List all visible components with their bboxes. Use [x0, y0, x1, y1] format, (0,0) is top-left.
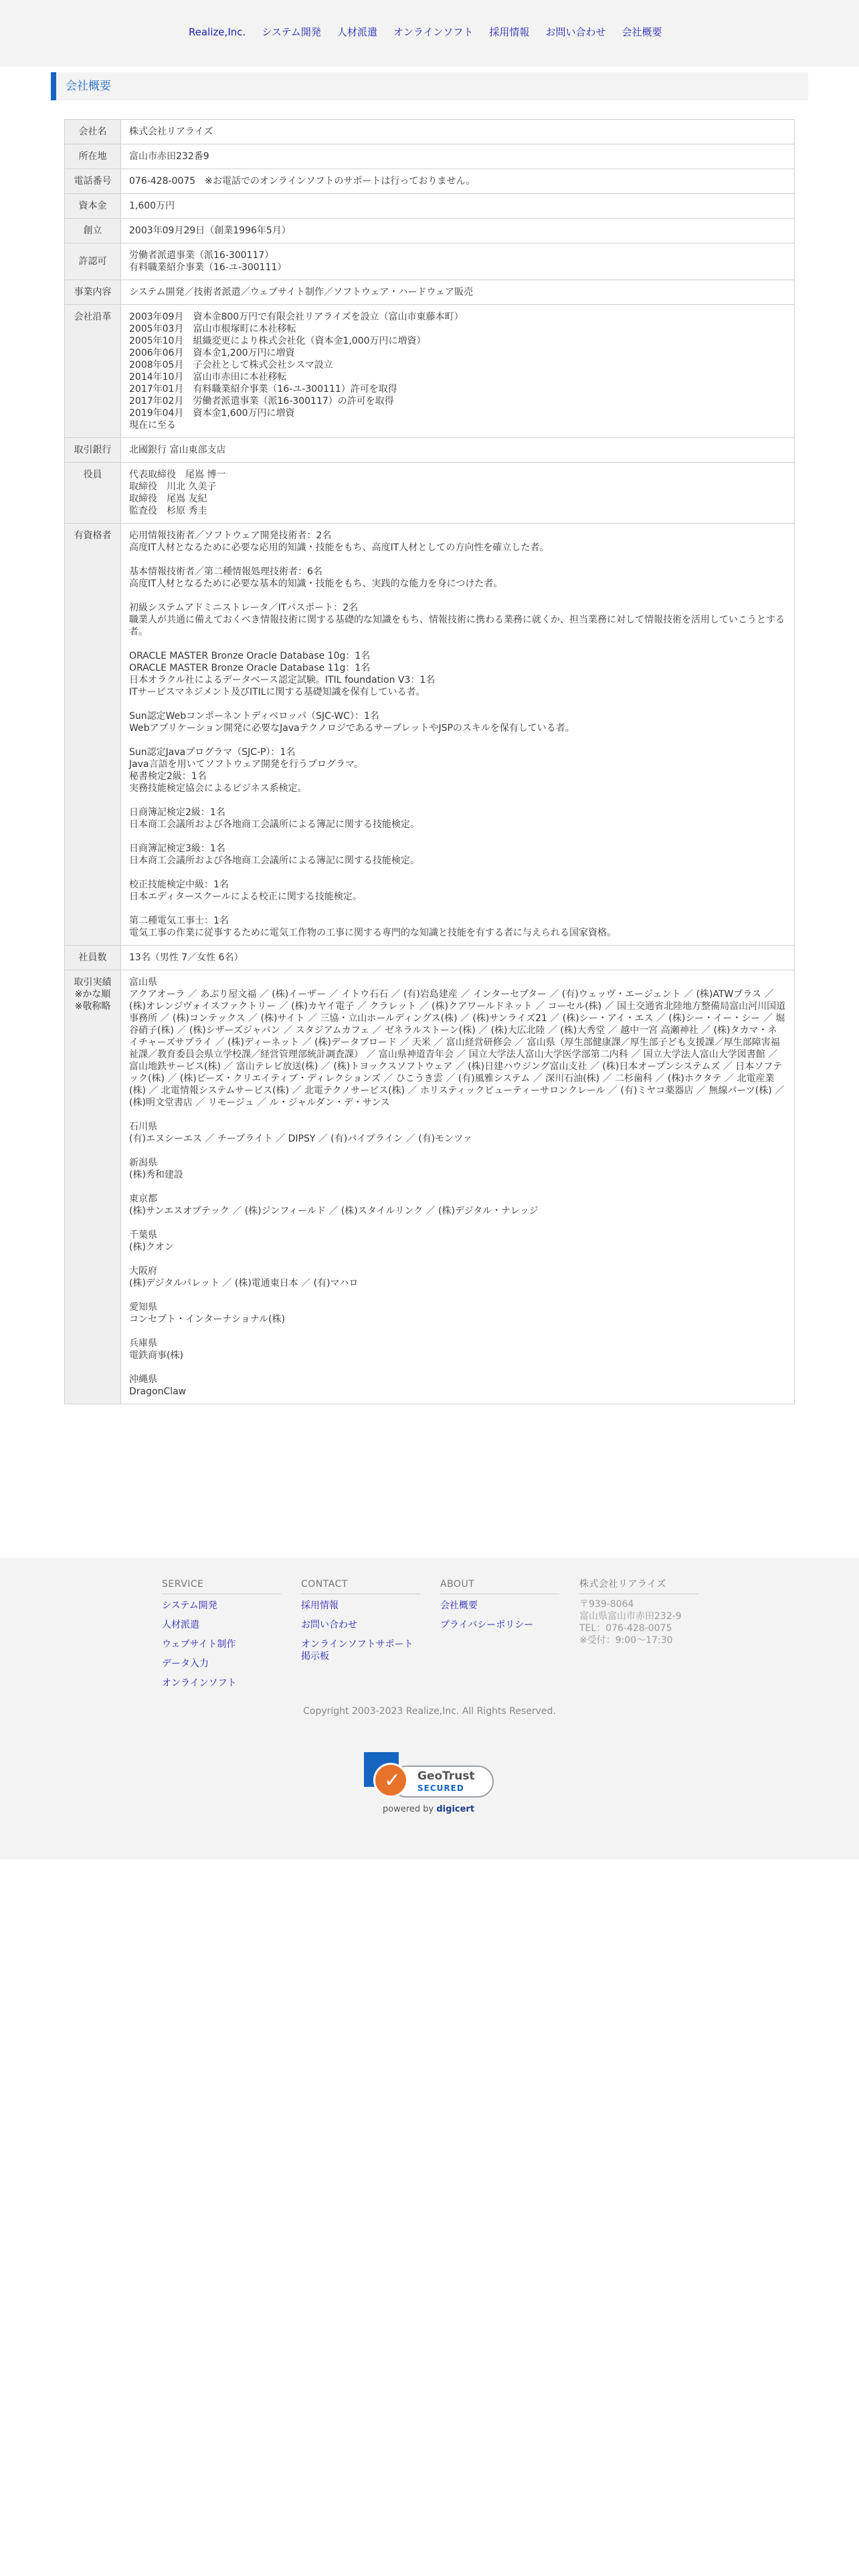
- top-navigation: [0, 0, 859, 67]
- footer-company-address: 〒939-8064 富山県富山市赤田232-9 TEL：076-428-0075 ※受付：9:00〜17:30: [579, 1599, 682, 1646]
- list-item: [301, 1638, 420, 1662]
- seal-powered-by: [383, 1804, 474, 1815]
- seal-geotrust-text: GeoTrust: [417, 1769, 475, 1783]
- table-row: [65, 463, 795, 524]
- row-label-licenses: 許認可: [65, 243, 121, 280]
- table-row: [65, 219, 795, 243]
- footer-link-data-entry[interactable]: データ入力: [162, 1658, 209, 1669]
- seal-powered-by-text: powered by: [383, 1804, 434, 1814]
- copyright-text: Copyright 2003-2023 Realize,Inc. All Rights Reserved.: [303, 1706, 556, 1717]
- site-footer: [0, 1558, 859, 1859]
- nav-staffing-link[interactable]: 人材派遣: [337, 26, 377, 38]
- geotrust-secured-seal[interactable]: [364, 1752, 495, 1820]
- table-row: [65, 169, 795, 194]
- seal-orange-circle: [373, 1763, 408, 1798]
- row-label-history: 会社沿革: [65, 305, 121, 438]
- row-label-business: 事業内容: [65, 280, 121, 305]
- list-item: [162, 1619, 281, 1631]
- footer-service-heading: SERVICE: [162, 1578, 281, 1594]
- nav-recruit-link[interactable]: 採用情報: [489, 26, 530, 38]
- row-label-qualifications: 有資格者: [65, 524, 121, 946]
- row-value-qualifications: 応用情報技術者／ソフトウェア開発技術者：2名 高度IT人材となるために必要な応用的知識・技能をもち、高度IT人材としての方向性を確立した者。 基本情報技術者／第二種情報処理技術者：6名 高度IT人材となるために必要な基本的知識・技能をもち、実践的な能力を身につけた者。 初級システムアドミニストレータ／ITパスポート：2名 職業人が共通に備えておくべき情報技術に関する基礎的な知識をもち、情報技術に携わる業務に就くか、担当業務に対して情報技術を活用していこうとする者。 ORACLE MASTER Bronze Oracle Database 10g：1名 ORACLE MASTER Bronze Oracle Database 11g：1名 日本オラクル社によるデータベース認定試験。ITIL foundation V3：1名 ITサービスマネジメント及びITILに関する基礎知識を保有している者。 Sun認定Webコンポーネントディベロッパ（SJC-WC）：1名 Webアプリケーション開発に必要なJavaテクノロジであるサーブレットやJSPのスキルを保有している者。 Sun認定Javaプログラマ（SJC-P）：1名 Java言語を用いてソフトウェア開発を行うプログラマ。 秘書検定2級：1名 実務技能検定協会によるビジネス系検定。 日商簿記検定2級：1名 日本商工会議所および各地商工会議所による簿記に関する技能検定。 日商簿記検定3級：1名 日本商工会議所および各地商工会議所による簿記に関する技能検定。 校正技能検定中級：1名 日本エディタースクールによる校正に関する技能検定。 第二種電気工事士：1名 電気工事の作業に従事するために電気工作物の工事に関する専門的な知識と技能を有する者に与えられる国家資格。: [121, 524, 795, 946]
- row-label-bank: 取引銀行: [65, 438, 121, 463]
- row-label-founded: 創立: [65, 219, 121, 243]
- table-row: [65, 970, 795, 1404]
- row-value-address: 富山市赤田232番9: [121, 144, 795, 169]
- list-item: [162, 1600, 281, 1612]
- footer-contact-heading: CONTACT: [301, 1578, 420, 1594]
- table-row: [65, 194, 795, 219]
- footer-company-heading: 株式会社リアライズ: [579, 1578, 698, 1594]
- footer-contact-list: [301, 1594, 420, 1662]
- seal-secured-text: SECURED: [417, 1784, 464, 1793]
- row-label-capital: 資本金: [65, 194, 121, 219]
- footer-link-company[interactable]: 会社概要: [440, 1600, 478, 1611]
- list-item: [301, 1619, 420, 1631]
- table-row: [65, 438, 795, 463]
- list-item: [440, 1600, 559, 1612]
- row-value-clients: 富山県 アクアオーラ ／ あぶり屋文福 ／ (株)イーザー ／ イトウ石石 ／ (有)岩島建産 ／ インターセプター ／ (有)ウェッヴ・エージェント ／ (株)ATWプラス ／ (株)オレンジヴォイスファクトリー ／ (株)カヤイ電子 ／ クラレット ／ (株)クアワールドネット ／ コーセル(株) ／ 国土交通省北陸地方整備局富山河川国道事務所 ／ (株)コンテックス ／ (株)サイト ／ 三協・立山ホールディングス(株) ／ (株)サンライズ21 ／ (株)シー・アイ・エス ／ (株)シー・イー・シー ／ 堀谷硝子(株) ／ (株)シザーズジャパン ／ スタジアムカフェ ／ ゼネラルストーン(株) ／ (株)大広北陸 ／ (株)大秀堂 ／ 越中一宮 高瀬神社 ／ (株)タカマ・ネイチャーズサプライ ／ (株)ディーネット ／ (株)データブロード ／ 天米 ／ 富山経営研修会 ／ 富山県（厚生部健康課／厚生部子ども支援課／厚生部障害福祉課／教育委員会県立学校課／経営管理部統計調査課） ／ 富山県神道青年会 ／ 国立大学法人富山大学医学部第二内科 ／ 国立大学法人富山大学図書館 ／ 富山地鉄サービス(株) ／ 富山テレビ放送(株) ／ (株)トヨックスソフトウェア ／ (株)日建ハウジング富山支社 ／ (株)日本オープンシステムズ ／ 日本ソフテック(株) ／ (株)ビーズ・クリエイティブ・ディレクションズ ／ ひこうき雲 ／ (有)風雅システム ／ 深川石油(株) ／ 二杉歯科 ／ (株)ホクタテ ／ 北電産業(株) ／ 北電情報システムサービス(株) ／ 北電テクノサービス(株) ／ ホリスティックビューティーサロンクレール ／ (有)ミヤコ薬器店 ／ 無線パーツ(株) ／ (株)明文堂書店 ／ リモージュ ／ ル・ジャルダン・デ・サンス 石川県 (有)エヌシーエス ／ チープライト ／ DIPSY ／ (有)パイプライン ／ (有)モンツァ 新潟県 (株)秀和建設 東京都 (株)サンエスオプテック ／ (株)ジンフィールド ／ (株)スタイルリンク ／ (株)デジタル・ナレッジ 千葉県 (株)クオン 大阪府 (株)デジタルパレット ／ (株)電通東日本 ／ (有)マハロ 愛知県 コンセプト・インターナショナル(株) 兵庫県 電鉄商事(株) 沖縄県 DragonClaw: [121, 970, 795, 1404]
- table-row: [65, 144, 795, 169]
- footer-service-column: [162, 1578, 281, 1697]
- footer-about-column: [440, 1578, 559, 1638]
- footer-link-staffing[interactable]: 人材派遣: [162, 1620, 199, 1630]
- section-title-bar: [51, 72, 808, 100]
- nav-contact-link[interactable]: お問い合わせ: [545, 26, 606, 38]
- row-label-phone: 電話番号: [65, 169, 121, 194]
- footer-contact-column: [301, 1578, 420, 1670]
- row-value-phone: 076-428-0075 ※お電話でのオンラインソフトのサポートは行っておりません。: [121, 169, 795, 194]
- row-value-capital: 1,600万円: [121, 194, 795, 219]
- table-row: [65, 946, 795, 970]
- seal-digicert-text: digicert: [436, 1804, 475, 1814]
- row-value-officers: 代表取締役 尾嶌 博一 取締役 川北 久美子 取締役 尾嶌 友紀 監査役 杉原 秀圭: [121, 463, 795, 524]
- table-row: [65, 524, 795, 946]
- row-value-history: 2003年09月 資本金800万円で有限会社リアライズを設立（富山市東藤本町） 2005年03月 富山市根塚町に本社移転 2005年10月 組織変更により株式会社化（資本金1,000万円に増資） 2006年06月 資本金1,200万円に増資 2008年05月 子会社として株式会社シスマ設立 2014年10月 富山市赤田に本社移転 2017年01月 有料職業紹介事業（16-ユ-300111）許可を取得 2017年02月 労働者派遣事業（派16-300117）の許可を取得 2019年04月 資本金1,600万円に増資 現在に至る: [121, 305, 795, 438]
- row-value-bank: 北國銀行 富山東部支店: [121, 438, 795, 463]
- list-item: [162, 1638, 281, 1650]
- row-value-employees: 13名（男性 7／女性 6名）: [121, 946, 795, 970]
- list-item: [440, 1619, 559, 1631]
- footer-link-support-board[interactable]: オンラインソフトサポート掲示板: [301, 1639, 413, 1662]
- table-row: [65, 243, 795, 280]
- row-label-employees: 社員数: [65, 946, 121, 970]
- table-row: [65, 120, 795, 144]
- row-value-company-name: 株式会社リアライズ: [121, 120, 795, 144]
- row-value-founded: 2003年09月29日（創業1996年5月）: [121, 219, 795, 243]
- page-title: 会社概要: [66, 80, 111, 93]
- footer-link-privacy[interactable]: プライバシーポリシー: [440, 1620, 534, 1630]
- list-item: [301, 1600, 420, 1612]
- nav-system-development-link[interactable]: システム開発: [262, 26, 321, 38]
- row-value-business: システム開発／技術者派遣／ウェブサイト制作／ソフトウェア・ハードウェア販売: [121, 280, 795, 305]
- table-row: [65, 280, 795, 305]
- row-value-licenses: 労働者派遣事業（派16-300117） 有料職業紹介事業（16-ユ-300111）: [121, 243, 795, 280]
- nav-home-link[interactable]: Realize,Inc.: [189, 26, 246, 38]
- table-row: [65, 305, 795, 438]
- footer-service-list: [162, 1594, 281, 1689]
- list-item: [162, 1677, 281, 1689]
- list-item: [162, 1658, 281, 1670]
- checkmark-icon: ✓: [384, 1769, 401, 1792]
- company-profile-table: [64, 119, 795, 1404]
- footer-link-online-software[interactable]: オンラインソフト: [162, 1678, 237, 1689]
- footer-link-system-development[interactable]: システム開発: [162, 1600, 217, 1611]
- nav-online-software-link[interactable]: オンラインソフト: [393, 26, 474, 38]
- row-label-officers: 役員: [65, 463, 121, 524]
- footer-about-list: [440, 1594, 559, 1631]
- footer-company-column: [579, 1578, 698, 1646]
- footer-link-contact[interactable]: お問い合わせ: [301, 1620, 357, 1630]
- footer-about-heading: ABOUT: [440, 1578, 559, 1594]
- nav-company-link[interactable]: 会社概要: [622, 26, 662, 38]
- row-label-address: 所在地: [65, 144, 121, 169]
- row-label-company-name: 会社名: [65, 120, 121, 144]
- topnav-links: [189, 24, 662, 40]
- footer-link-recruit[interactable]: 採用情報: [301, 1600, 339, 1611]
- row-label-clients: 取引実績 ※かな順 ※敬称略: [65, 970, 121, 1404]
- footer-link-website-production[interactable]: ウェブサイト制作: [162, 1639, 236, 1650]
